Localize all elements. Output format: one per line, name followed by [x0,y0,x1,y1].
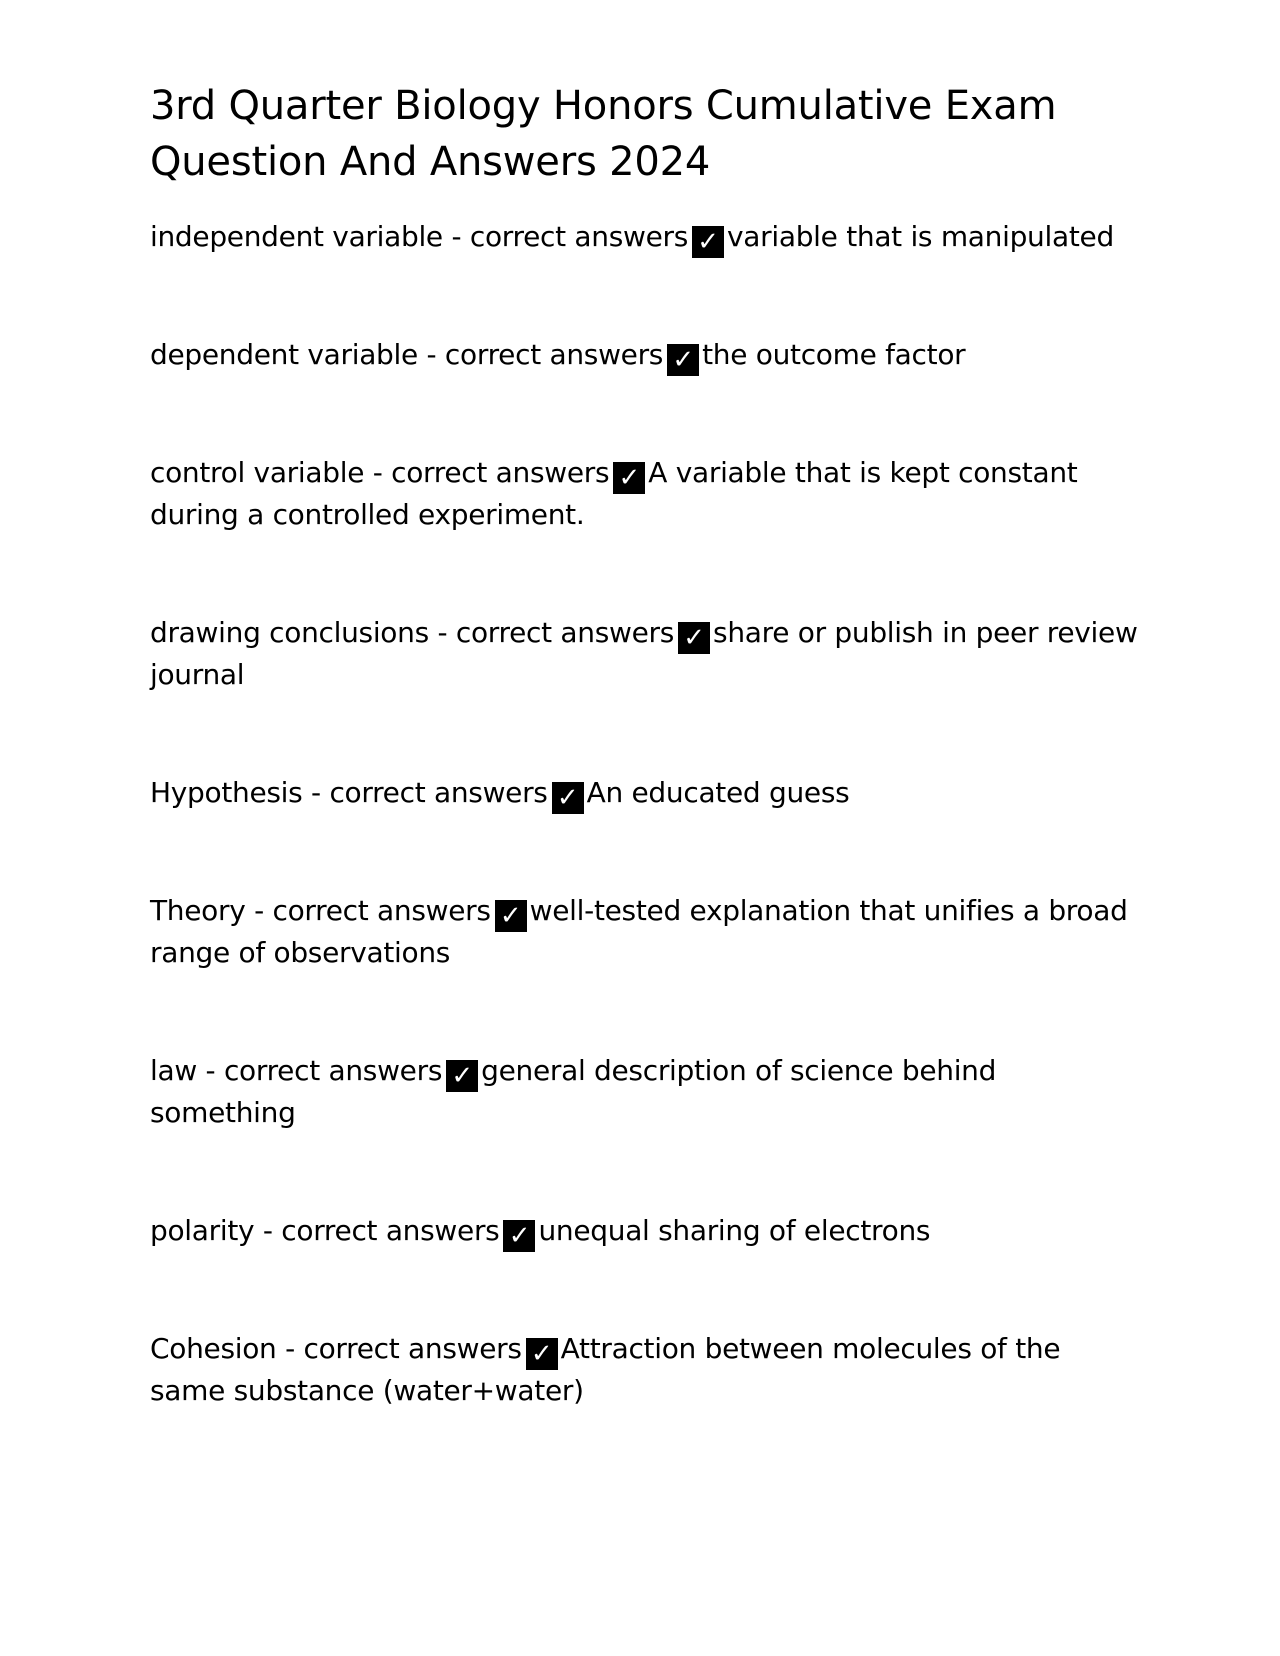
qa-item [150,1210,1140,1252]
qa-item [150,890,1140,974]
qa-answer: general description of science behind something [150,1054,997,1129]
qa-term: Theory - correct answers [150,894,491,927]
qa-term: dependent variable - correct answers [150,338,664,371]
check-mark-icon: ✓ [613,462,645,494]
qa-term: polarity - correct answers [150,1214,500,1247]
qa-item [150,612,1140,696]
page-title: 3rd Quarter Biology Honors Cumulative Exam Question And Answers 2024 [150,83,1057,185]
qa-item [150,1050,1140,1134]
qa-term: independent variable - correct answers [150,220,689,253]
qa-answer: well-tested explanation that unifies a broad range of observations [150,894,1128,969]
qa-answer: unequal sharing of electrons [538,1214,931,1247]
qa-term: Cohesion - correct answers [150,1332,522,1365]
qa-answer: Attraction between molecules of the same substance (water+water) [150,1332,1061,1407]
check-mark-icon: ✓ [495,900,527,932]
qa-item [150,1328,1140,1412]
check-mark-icon: ✓ [552,782,584,814]
check-mark-icon: ✓ [667,344,699,376]
qa-item [150,216,1140,258]
qa-answer: the outcome factor [702,338,966,371]
check-mark-icon: ✓ [692,226,724,258]
qa-answer: share or publish in peer review journal [150,616,1138,691]
qa-term: drawing conclusions - correct answers [150,616,675,649]
check-mark-icon: ✓ [503,1220,535,1252]
check-mark-icon: ✓ [526,1338,558,1370]
qa-list [150,216,1140,1412]
check-mark-icon: ✓ [678,622,710,654]
qa-term: control variable - correct answers [150,456,610,489]
qa-term: Hypothesis - correct answers [150,776,548,809]
qa-term: law - correct answers [150,1054,443,1087]
qa-answer: variable that is manipulated [727,220,1114,253]
qa-item [150,334,1140,376]
document-page [150,78,1140,1488]
qa-item [150,772,1140,814]
qa-answer: An educated guess [586,776,850,809]
qa-answer: A variable that is kept constant during a controlled experiment. [150,456,1078,531]
qa-item [150,452,1140,536]
check-mark-icon: ✓ [446,1060,478,1092]
